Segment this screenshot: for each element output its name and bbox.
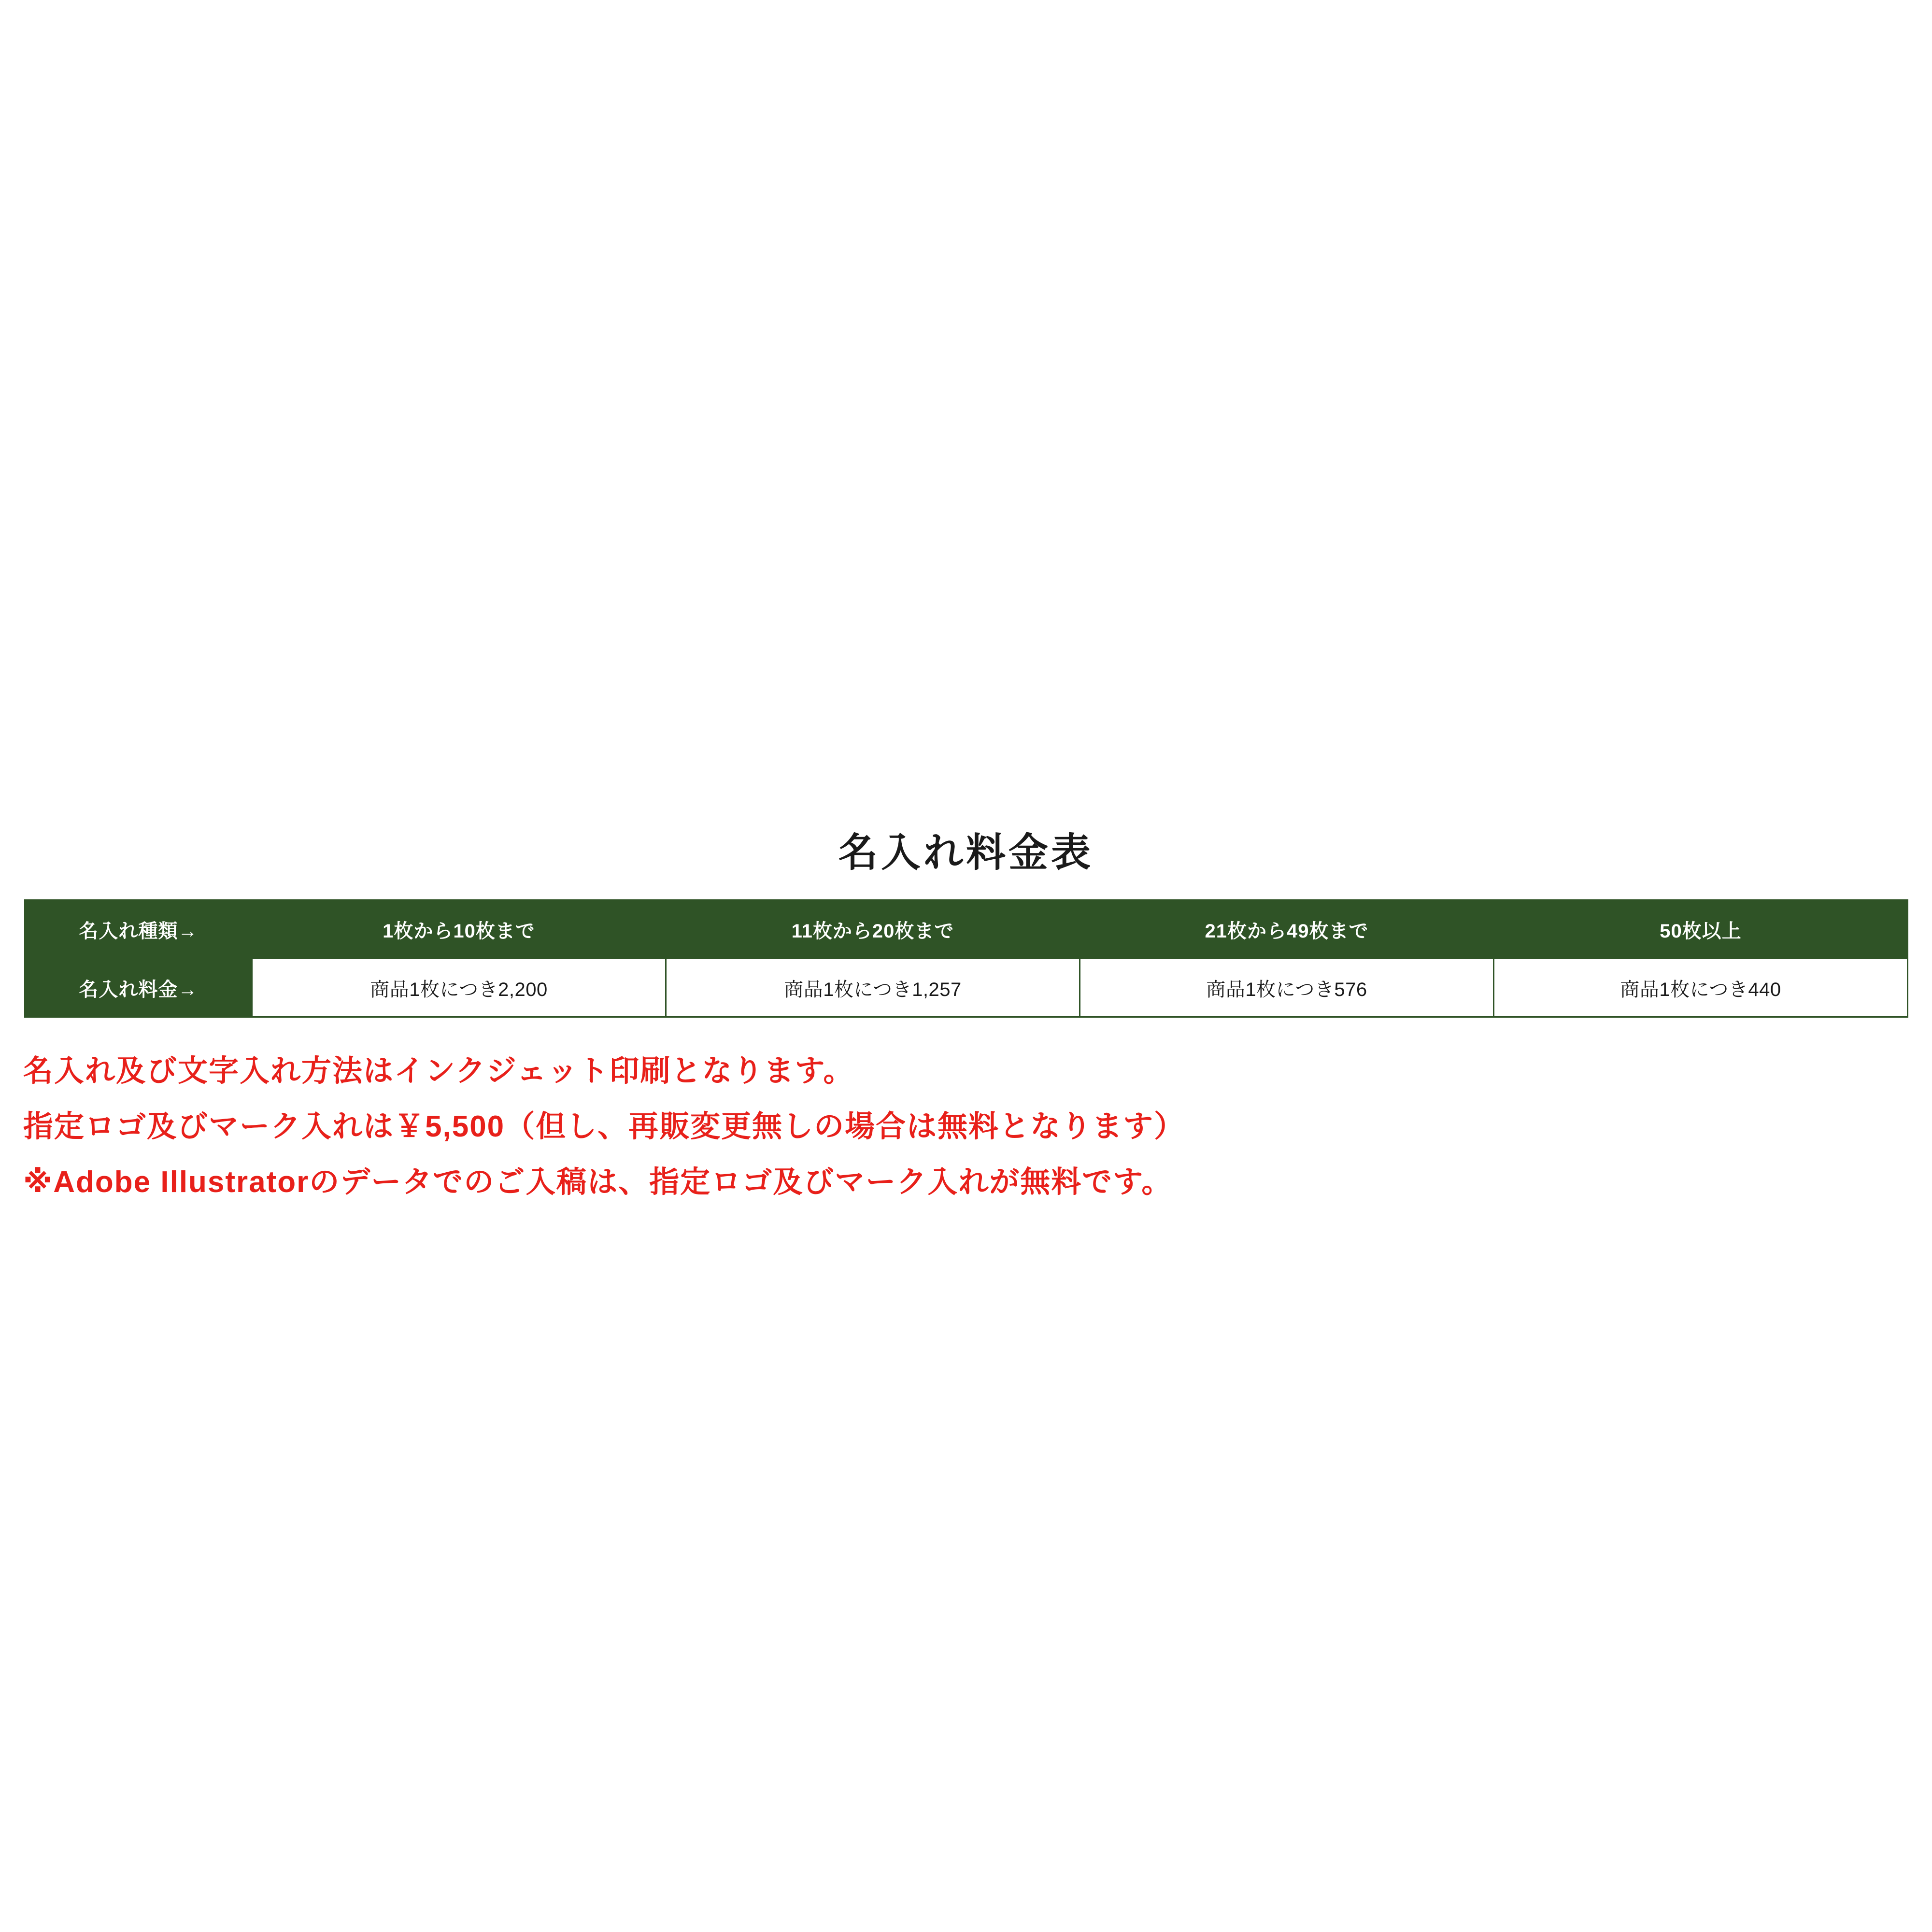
page-title: 名入れ料金表 — [838, 831, 1094, 875]
table-header-range-1: 1枚から10枚まで — [252, 900, 666, 959]
table-cell-price-1: 商品1枚につき2,200 — [252, 959, 666, 1017]
table-cell-price-2: 商品1枚につき1,257 — [666, 959, 1080, 1017]
table-row-label-price: 名入れ料金→ — [25, 959, 252, 1017]
table-row — [25, 900, 1908, 959]
table-header-type: 名入れ種類→ — [25, 900, 252, 959]
pricing-table — [24, 899, 1908, 1018]
table-row — [25, 959, 1908, 1017]
table-header-range-2: 11枚から20枚まで — [666, 900, 1080, 959]
table-header-range-3: 21枚から49枚まで — [1080, 900, 1494, 959]
table-header-range-4: 50枚以上 — [1494, 900, 1908, 959]
table-cell-price-4: 商品1枚につき440 — [1494, 959, 1908, 1017]
table-cell-price-3: 商品1枚につき576 — [1080, 959, 1494, 1017]
notes-block — [23, 1043, 1859, 1210]
note-line-printing-method: 名入れ及び文字入れ方法はインクジェット印刷となります。 — [23, 1054, 854, 1088]
note-line-logo-fee: 指定ロゴ及びマーク入れは￥5,500（但し、再販変更無しの場合は無料となります） — [23, 1110, 1185, 1143]
note-line-illustrator-data: ※Adobe Illustratorのデータでのご入稿は、指定ロゴ及びマーク入れが無料です。 — [23, 1165, 1173, 1199]
